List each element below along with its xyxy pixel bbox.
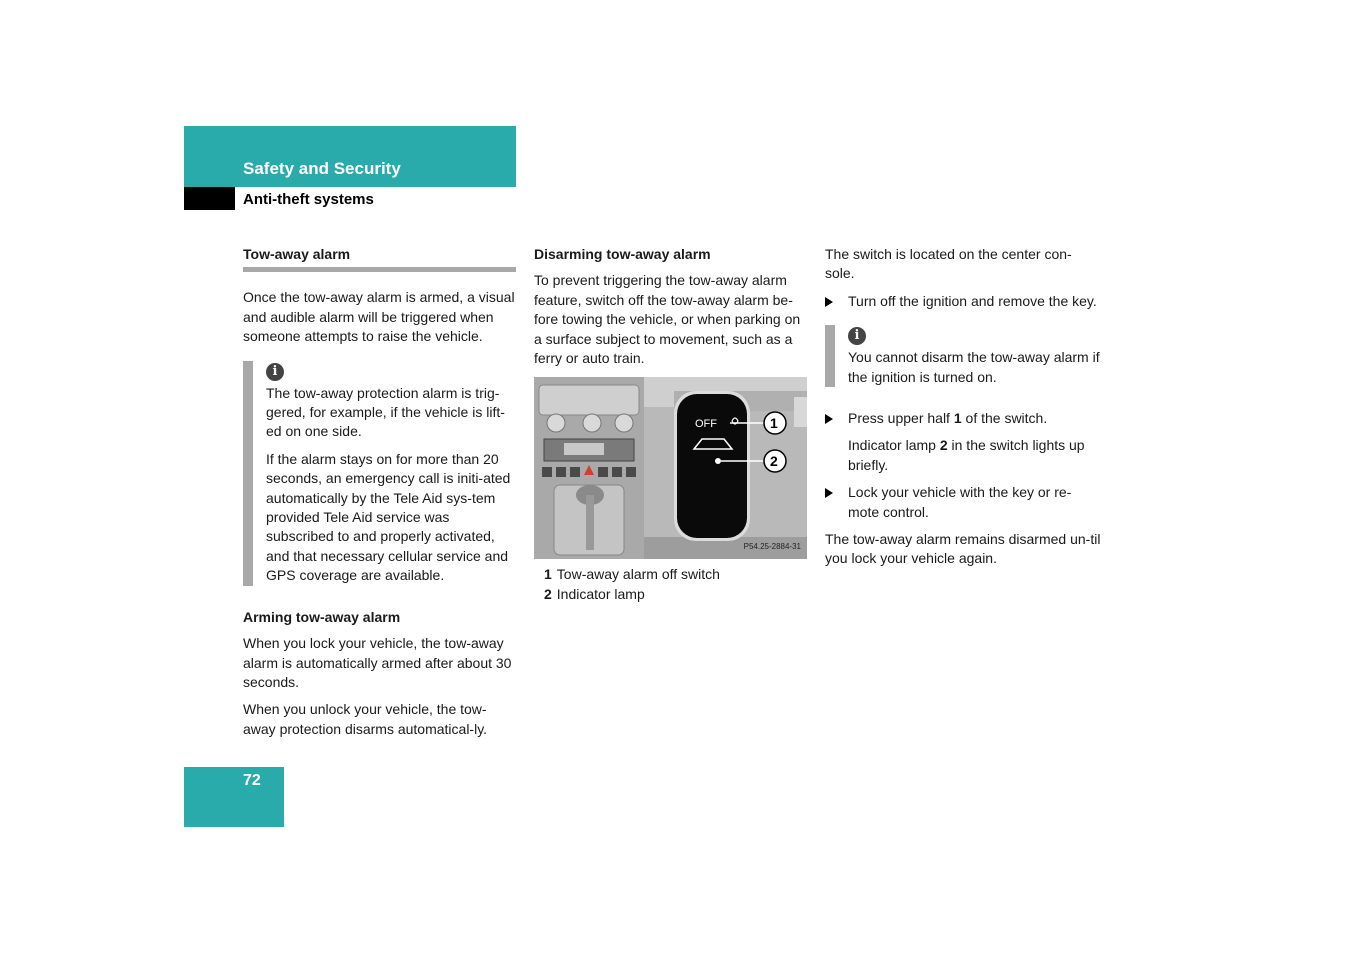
disarming-intro: To prevent triggering the tow-away alarm feature, switch off the tow-away alarm be-fore towing the vehicle, or when parking on a surface subject to movement, such as a ferry or auto train.: [534, 272, 801, 367]
location-paragraph: The switch is located on the center con-sole.: [825, 246, 1072, 282]
note-paragraph: The tow-away protection alarm is trig-gered, for example, if the vehicle is lift-ed on one side.: [266, 384, 505, 440]
legend-item: 2 Indicator lamp: [544, 585, 645, 602]
step-result: Indicator lamp 2 in the switch lights up briefly.: [848, 437, 1085, 473]
figure-legend: [534, 565, 807, 604]
step-item: Turn off the ignition and remove the key.: [825, 292, 1101, 311]
column-left: [243, 245, 516, 747]
page-number: 72: [243, 772, 261, 789]
arrow-right-icon: [825, 488, 833, 498]
heading-arming: Arming tow-away alarm: [243, 608, 401, 625]
section-title: Safety and Security: [243, 159, 401, 178]
info-note: [825, 325, 1101, 387]
info-icon: i: [266, 363, 284, 381]
arrow-right-icon: [825, 414, 833, 424]
callout-1: 1: [770, 415, 778, 432]
column-right: [825, 245, 1101, 577]
closing-paragraph: The tow-away alarm remains disarmed un-til you lock your vehicle again.: [825, 531, 1101, 567]
legend-item: 1 Tow-away alarm off switch: [544, 566, 720, 583]
switch-photo: [534, 377, 807, 559]
console-illustration: [534, 377, 807, 559]
step-item: Lock your vehicle with the key or re-mote control.: [825, 483, 1101, 522]
subsection-title: Anti-theft systems: [243, 191, 374, 208]
info-note: [243, 361, 516, 586]
off-label: OFF: [695, 418, 717, 431]
heading-disarming: Disarming tow-away alarm: [534, 246, 711, 262]
step-item: Press upper half 1 of the switch.: [825, 409, 1101, 428]
column-middle: [534, 245, 807, 604]
figure-code: P54.25-2884-31: [743, 542, 801, 552]
arming-paragraph: When you lock your vehicle, the tow-away alarm is automatically armed after about 30 seconds.: [243, 635, 512, 690]
intro-paragraph: Once the tow-away alarm is armed, a visual and audible alarm will be triggered when someone attempts to raise the vehicle.: [243, 289, 515, 345]
info-icon: i: [848, 327, 866, 345]
arming-paragraph: When you unlock your vehicle, the tow-away protection disarms automatical-ly.: [243, 701, 488, 737]
callout-2: 2: [770, 453, 778, 470]
heading-tow-away-alarm: Tow-away alarm: [243, 245, 516, 272]
note-paragraph: You cannot disarm the tow-away alarm if the ignition is turned on.: [848, 349, 1100, 385]
note-paragraph: If the alarm stays on for more than 20 seconds, an emergency call is initi-ated automatically by the Tele Aid sys-tem provided Tele Aid service was subscribed to and properly activated, and that necessary cellular service and GPS coverage are available.: [266, 450, 511, 584]
section-marker: [184, 187, 235, 210]
arrow-right-icon: [825, 297, 833, 307]
page-number-box: [184, 767, 284, 827]
